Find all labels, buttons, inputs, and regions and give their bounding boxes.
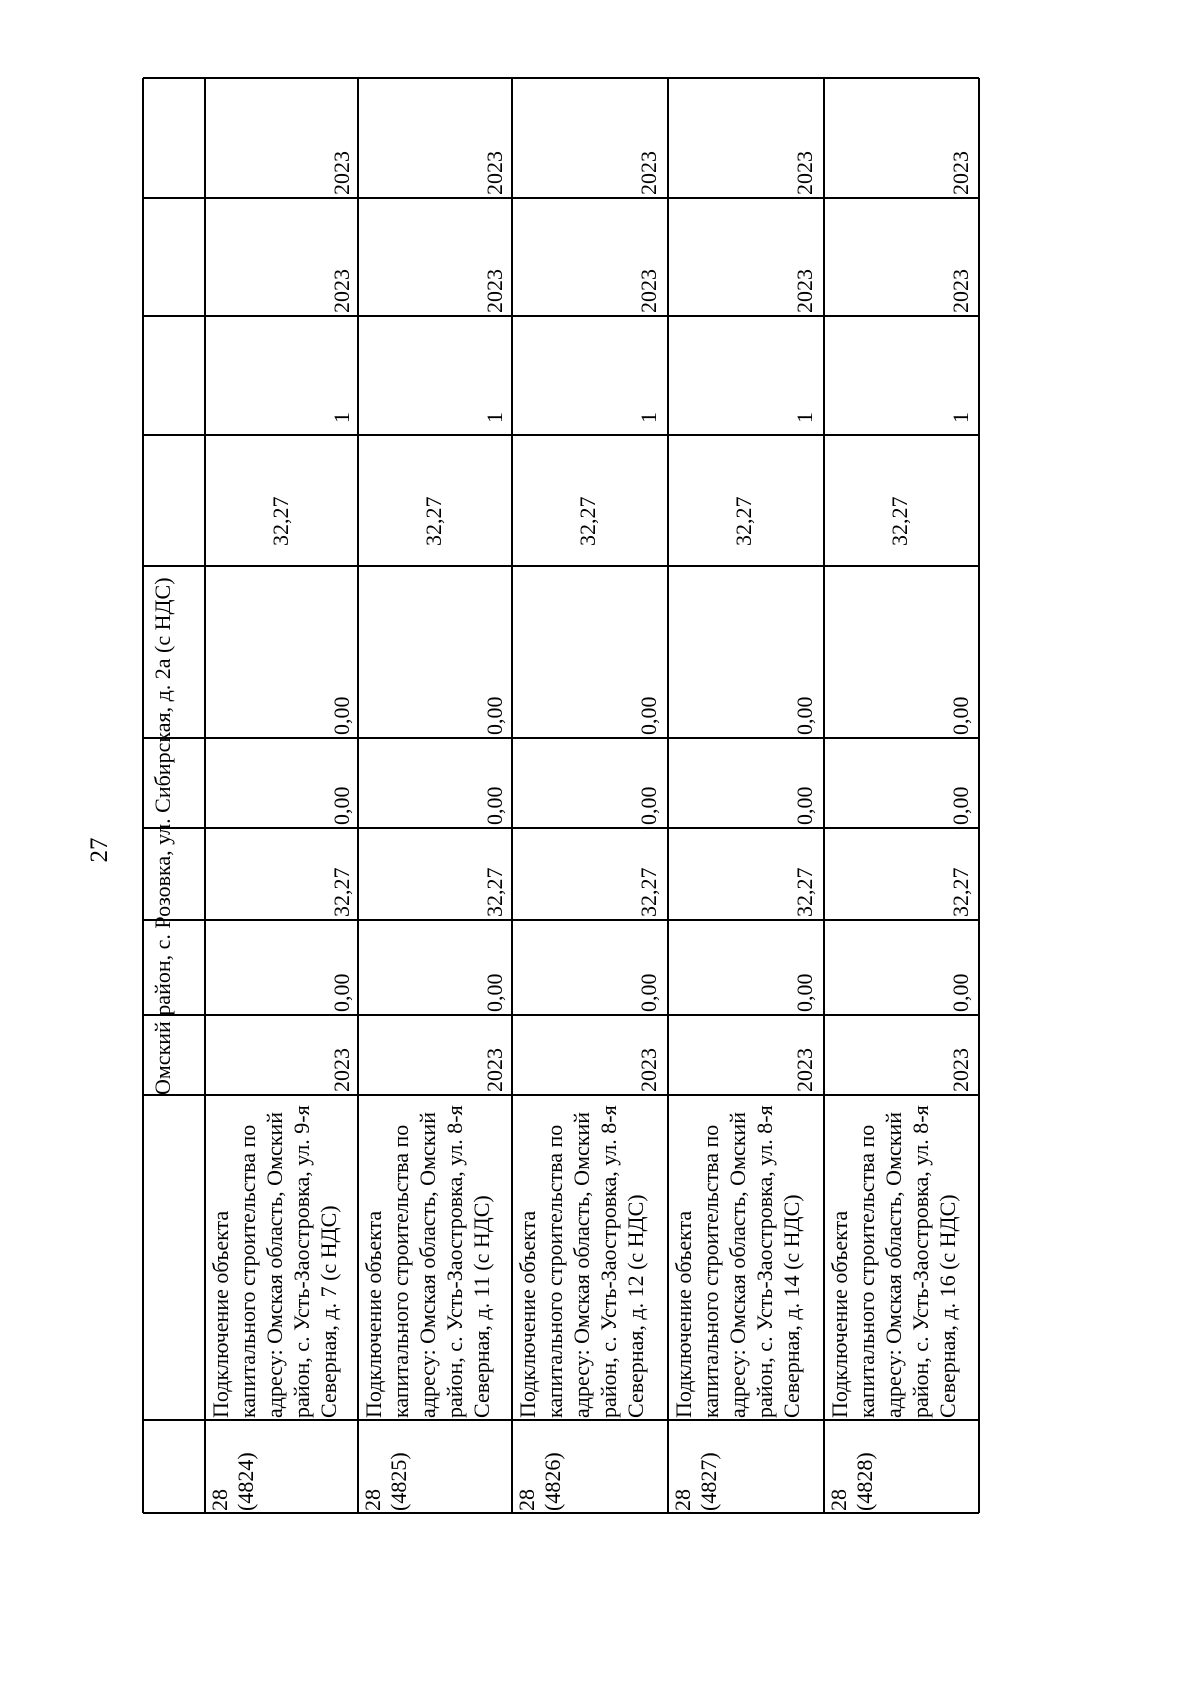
- row-year-end: 2023: [636, 151, 661, 195]
- partial-row-name: Омский район, с. Розовка, ул. Сибирская, д. 2а (с НДС): [150, 577, 175, 1095]
- row-number: 28 (4824): [207, 1452, 258, 1511]
- row-value-5: 32,27: [421, 496, 446, 546]
- row-value-4: 0,00: [948, 696, 973, 735]
- row-value-2: 32,27: [329, 867, 354, 917]
- row-value-1: 0,00: [792, 973, 817, 1012]
- row-year-end: 2023: [482, 151, 507, 195]
- row-year-start: 2023: [636, 1048, 661, 1092]
- table-rule: [143, 737, 979, 739]
- table-rule: [823, 78, 825, 1513]
- row-year-end: 2023: [792, 151, 817, 195]
- row-year-start: 2023: [948, 1048, 973, 1092]
- row-value-4: 0,00: [636, 696, 661, 735]
- row-year-start: 2023: [482, 1048, 507, 1092]
- table-rule: [142, 78, 144, 1513]
- row-name: Подключение объекта капитального строительства по адресу: Омская область, Омский район, с. Усть-Заостровка, ул. 8-я Северная, д. 14 (с НДС): [671, 1105, 804, 1418]
- row-name: Подключение объекта капитального строительства по адресу: Омская область, Омский район, с. Усть-Заостровка, ул. 8-я Северная, д. 16 (с НДС): [827, 1105, 960, 1418]
- table-rule: [511, 78, 513, 1513]
- row-value-5: 32,27: [575, 496, 600, 546]
- row-year-mid: 2023: [948, 269, 973, 313]
- table-rule: [357, 78, 359, 1513]
- row-value-1: 0,00: [329, 973, 354, 1012]
- table-rule: [978, 78, 980, 1513]
- table-rule: [143, 434, 979, 436]
- table-rule: [143, 197, 979, 199]
- table-rule: [143, 827, 979, 829]
- row-count: 1: [482, 412, 507, 423]
- table-rule: [143, 1512, 979, 1514]
- row-value-4: 0,00: [792, 696, 817, 735]
- row-value-5: 32,27: [731, 496, 756, 546]
- table-rule: [143, 565, 979, 567]
- row-value-1: 0,00: [948, 973, 973, 1012]
- row-value-2: 32,27: [636, 867, 661, 917]
- row-name: Подключение объекта капитального строительства по адресу: Омская область, Омский район, с. Усть-Заостровка, ул. 9-я Северная, д. 7 (с НДС): [208, 1105, 341, 1418]
- page-number: 27: [86, 837, 113, 863]
- table-rule: [143, 315, 979, 317]
- row-year-mid: 2023: [482, 269, 507, 313]
- row-value-3: 0,00: [792, 786, 817, 825]
- row-number: 28 (4827): [670, 1452, 721, 1511]
- row-value-2: 32,27: [482, 867, 507, 917]
- row-year-mid: 2023: [329, 269, 354, 313]
- row-value-2: 32,27: [948, 867, 973, 917]
- row-number: 28 (4826): [514, 1452, 565, 1511]
- row-value-1: 0,00: [482, 973, 507, 1012]
- row-year-end: 2023: [948, 151, 973, 195]
- table-rule: [143, 1094, 979, 1096]
- table-rule: [667, 78, 669, 1513]
- row-value-4: 0,00: [329, 696, 354, 735]
- table-rule: [143, 77, 979, 79]
- row-name: Подключение объекта капитального строительства по адресу: Омская область, Омский район, с. Усть-Заостровка, ул. 8-я Северная, д. 12 (с НДС): [515, 1105, 648, 1418]
- row-value-5: 32,27: [268, 496, 293, 546]
- row-value-1: 0,00: [636, 973, 661, 1012]
- row-value-4: 0,00: [482, 696, 507, 735]
- row-year-mid: 2023: [636, 269, 661, 313]
- row-name: Подключение объекта капитального строительства по адресу: Омская область, Омский район, с. Усть-Заостровка, ул. 8-я Северная, д. 11 (с НДС): [361, 1105, 494, 1418]
- row-value-3: 0,00: [482, 786, 507, 825]
- row-count: 1: [636, 412, 661, 423]
- row-value-3: 0,00: [329, 786, 354, 825]
- table-rule: [143, 1014, 979, 1016]
- row-value-2: 32,27: [792, 867, 817, 917]
- table-rule: [143, 919, 979, 921]
- row-count: 1: [948, 412, 973, 423]
- row-year-mid: 2023: [792, 269, 817, 313]
- row-value-3: 0,00: [948, 786, 973, 825]
- row-number: 28 (4825): [360, 1452, 411, 1511]
- row-count: 1: [792, 412, 817, 423]
- row-year-start: 2023: [792, 1048, 817, 1092]
- row-count: 1: [329, 412, 354, 423]
- row-value-5: 32,27: [887, 496, 912, 546]
- row-year-start: 2023: [329, 1048, 354, 1092]
- row-value-3: 0,00: [636, 786, 661, 825]
- table-rule: [143, 1419, 979, 1421]
- row-number: 28 (4828): [826, 1452, 877, 1511]
- row-year-end: 2023: [329, 151, 354, 195]
- table-rule: [204, 78, 206, 1513]
